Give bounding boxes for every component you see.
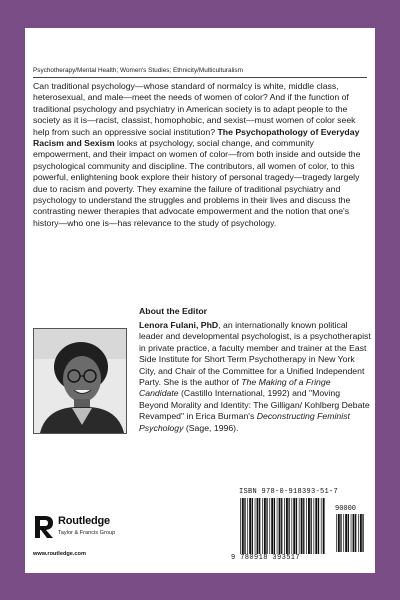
barcode-bar [321,498,322,554]
barcode-bar [323,498,325,554]
description-part-2: looks at psychology, social change, and community empowerment, and their impact on women of color—from both inside and outside the psychological community and discipline. The contributors, all women of color, to this powerful, enlightening book explore their history of personal tragedy—tragedy largely due to racism and poverty. They examine the failure of traditional psychiatry and psychology to understand the struggles and problems in their lives and discuss the contrasting newer therapies that advocate empowerment and the notion that one's history—who one is—has relevance to the study of psychology. [33,138,361,228]
barcode-bar [257,498,259,554]
barcode-bar [303,498,304,554]
editor-photo [33,328,127,434]
barcode-bar [301,498,303,554]
cover-text-panel [25,28,375,573]
barcode-bar [315,498,317,554]
barcode-bar [255,498,256,554]
barcode-bar [314,498,315,554]
editor-bio-part-1: , an internationally known political leader and developmental psychologist, is a psychotherapist in private practice, a faculty member and trainer at the East Side Institute for Short Term Psychotherapy in New York City, and Chair of the Committee for a Unified Independent Party. She is the author of [139,320,371,388]
barcode-bar [343,514,344,552]
editor-bio-part-3: (Sage, 1996). [183,422,239,433]
about-editor-heading: About the Editor [139,306,208,316]
price-code-label: 90000 [335,505,357,513]
barcode-bar [362,514,363,552]
barcode-bar [336,514,337,552]
isbn-barcode [239,498,327,554]
barcode-bar [240,498,241,554]
barcode-bar [348,514,349,552]
barcode-bar [277,498,278,554]
barcode-bar [291,498,292,554]
barcode-bar [281,498,282,554]
routledge-logo-icon [33,514,55,540]
barcode-digits: 9 780918 393517 [231,554,301,562]
barcode-bar [345,514,347,552]
editor-bio [139,320,371,434]
publisher-name: Routledge [58,515,110,527]
barcode-bar [293,498,295,554]
book-title: The Psychopathology of Everyday Racism and Sexism [33,126,360,149]
barcode-bar [355,514,356,552]
barcode-bar [274,498,275,554]
price-addon-barcode [335,514,365,560]
barcode-bar [338,514,340,552]
barcode-bar [318,498,319,554]
barcode-bar [259,498,260,554]
barcode-bar [242,498,244,554]
barcode-bar [360,514,362,552]
barcode-bar [340,514,341,552]
barcode-bar [284,498,285,554]
barcode-bar [266,498,267,554]
barcode-bar [296,498,297,554]
barcode-bar [269,498,270,554]
barcode-bar [262,498,263,554]
barcode-bar [247,498,248,554]
isbn-label: ISBN 978-0-918393-51-7 [239,488,339,496]
subject-categories: Psychotherapy/Mental Health; Women's Studies; Ethnicity/Multiculturalism [33,67,243,74]
barcode-bar [244,498,245,554]
barcode-bar [358,514,359,552]
barcode-bar [264,498,266,554]
barcode-bar [286,498,288,554]
barcode-bar [351,514,352,552]
barcode-bar [249,498,251,554]
barcode-bar [306,498,307,554]
barcode-bar [353,514,355,552]
editor-portrait-image [34,329,126,433]
book-description [33,81,369,229]
description-part-1: Can traditional psychology—whose standard of normalcy is white, middle class, heterosexual, and male—meet the needs of women of color? And if the function of traditional psychology and psychiatry in American society is to adapt people to the society as it is—racist, classist, homophobic, and sexist—must women of color seek help from such an oppressive social institution? [33,81,356,137]
divider-rule [33,77,367,78]
barcode-bar [288,498,289,554]
editor-bio-part-2: (Castillo International, 1992) and "Moving Beyond Morality and Identity: The Gilligan/ Kohlberg Debate Revamped" in Erica Burman's [139,388,370,422]
barcode-bar [299,498,300,554]
barcode-bar [271,498,273,554]
barcode-bar [252,498,253,554]
editor-work-1: The Making of a Fringe Candidate [139,377,331,399]
publisher-group: Taylor & Francis Group [58,530,116,536]
barcode-bar [311,498,312,554]
editor-name: Lenora Fulani, PhD [139,320,219,330]
publisher-url: www.routledge.com [33,551,86,557]
editor-work-2: Deconstructing Feminist Psychology [139,411,350,433]
barcode-bar [279,498,281,554]
barcode-bar [308,498,310,554]
